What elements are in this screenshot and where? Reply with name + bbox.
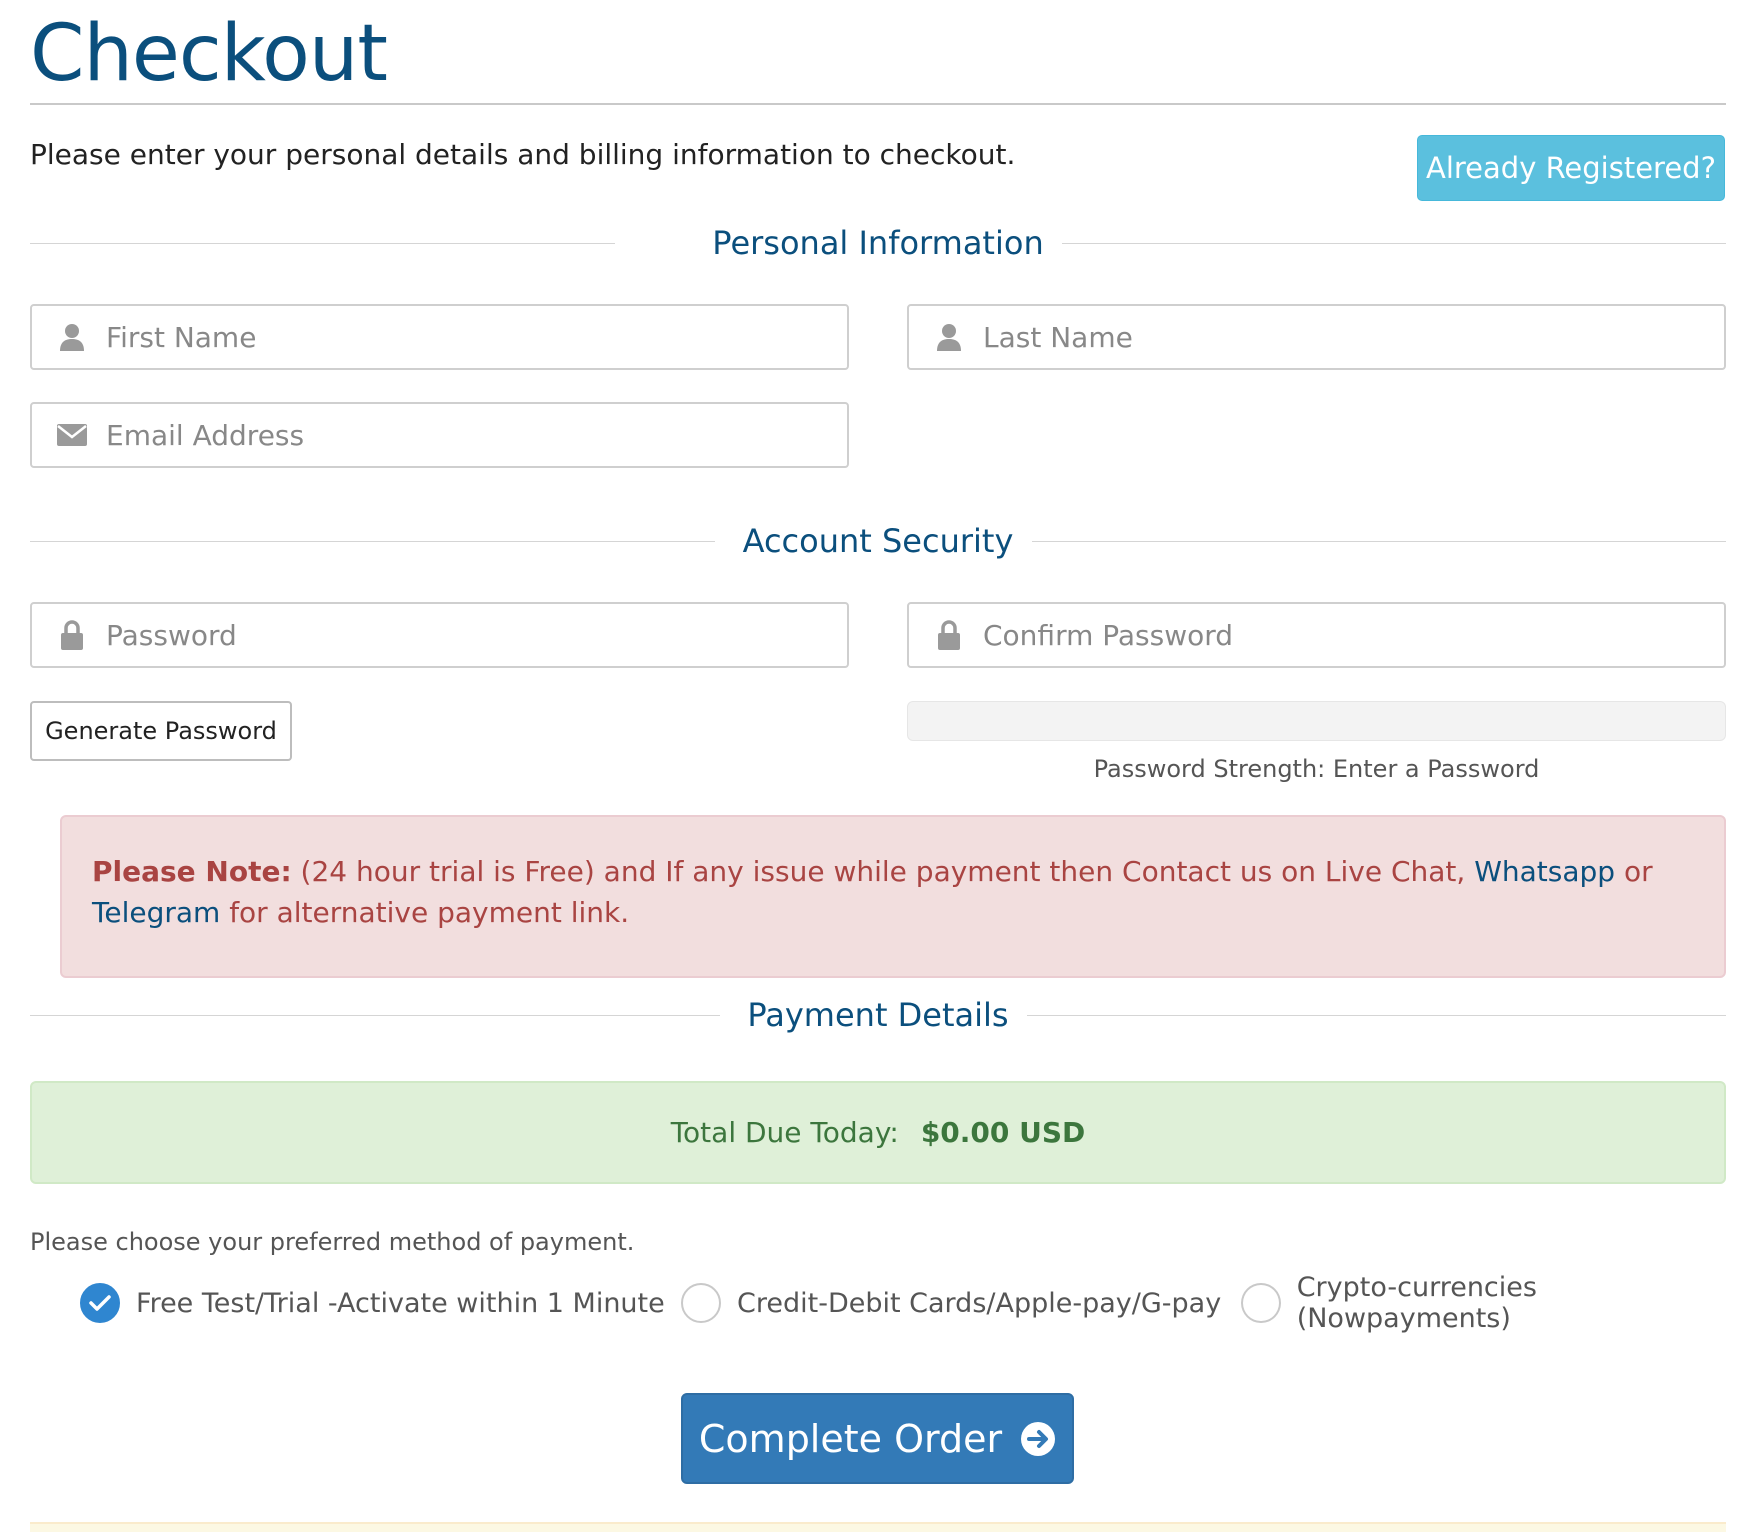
payment-option-crypto[interactable]	[1241, 1272, 1756, 1334]
envelope-icon	[56, 419, 88, 451]
complete-order-button[interactable]	[681, 1393, 1074, 1484]
user-icon	[56, 321, 88, 353]
section-title: Personal Information	[712, 224, 1044, 262]
payment-method-prompt: Please choose your preferred method of payment.	[30, 1228, 635, 1256]
payment-option-free-trial[interactable]	[80, 1280, 665, 1326]
generate-password-button[interactable]: Generate Password	[30, 701, 292, 761]
arrow-circle-right-icon	[1020, 1421, 1056, 1457]
password-field[interactable]	[30, 602, 849, 668]
first-name-field[interactable]	[30, 304, 849, 370]
check-icon	[89, 1294, 111, 1312]
telegram-link[interactable]: Telegram	[92, 896, 221, 929]
total-due-amount: $0.00 USD	[920, 1116, 1086, 1149]
radio-unchecked[interactable]	[1241, 1283, 1281, 1323]
radio-unchecked[interactable]	[681, 1283, 721, 1323]
notice-lead: Please Note:	[92, 855, 292, 888]
whatsapp-link[interactable]: Whatsapp	[1474, 855, 1616, 888]
user-icon	[933, 321, 965, 353]
bottom-notice-strip	[30, 1522, 1726, 1532]
lock-icon	[56, 619, 88, 651]
payment-option-cards[interactable]	[681, 1280, 1221, 1326]
confirm-password-input[interactable]	[983, 605, 1724, 665]
email-input[interactable]	[106, 405, 847, 465]
password-strength-text: Password Strength: Enter a Password	[1093, 755, 1540, 783]
payment-option-label: Crypto-currencies (Nowpayments)	[1296, 1272, 1537, 1334]
notice-text-or: or	[1615, 855, 1653, 888]
confirm-password-field[interactable]	[907, 602, 1726, 668]
lock-icon	[933, 619, 965, 651]
payment-option-label: Credit-Debit Cards/Apple-pay/G-pay	[737, 1287, 1222, 1319]
password-strength-bar	[907, 701, 1726, 741]
last-name-field[interactable]	[907, 304, 1726, 370]
title-divider	[30, 103, 1726, 105]
total-due-label: Total Due Today:	[670, 1116, 899, 1149]
already-registered-button[interactable]: Already Registered?	[1417, 135, 1725, 201]
notice-text: (24 hour trial is Free) and If any issue while payment then Contact us on Live Chat,	[291, 855, 1475, 888]
section-title: Payment Details	[747, 996, 1009, 1034]
first-name-input[interactable]	[106, 307, 847, 367]
radio-checked[interactable]	[80, 1283, 120, 1323]
trial-notice-alert	[60, 815, 1726, 978]
payment-details-heading	[30, 990, 1726, 1040]
intro-text: Please enter your personal details and billing information to checkout.	[30, 138, 1016, 171]
last-name-input[interactable]	[983, 307, 1724, 367]
email-field[interactable]	[30, 402, 849, 468]
page-title: Checkout	[30, 9, 387, 99]
personal-info-heading	[30, 218, 1726, 268]
payment-option-label: Free Test/Trial -Activate within 1 Minute	[136, 1287, 665, 1319]
account-security-heading	[30, 516, 1726, 566]
password-input[interactable]	[106, 605, 847, 665]
section-title: Account Security	[742, 522, 1014, 560]
total-due-box	[30, 1081, 1726, 1184]
notice-text-end: for alternative payment link.	[220, 896, 630, 929]
complete-order-label: Complete Order	[698, 1416, 1003, 1461]
